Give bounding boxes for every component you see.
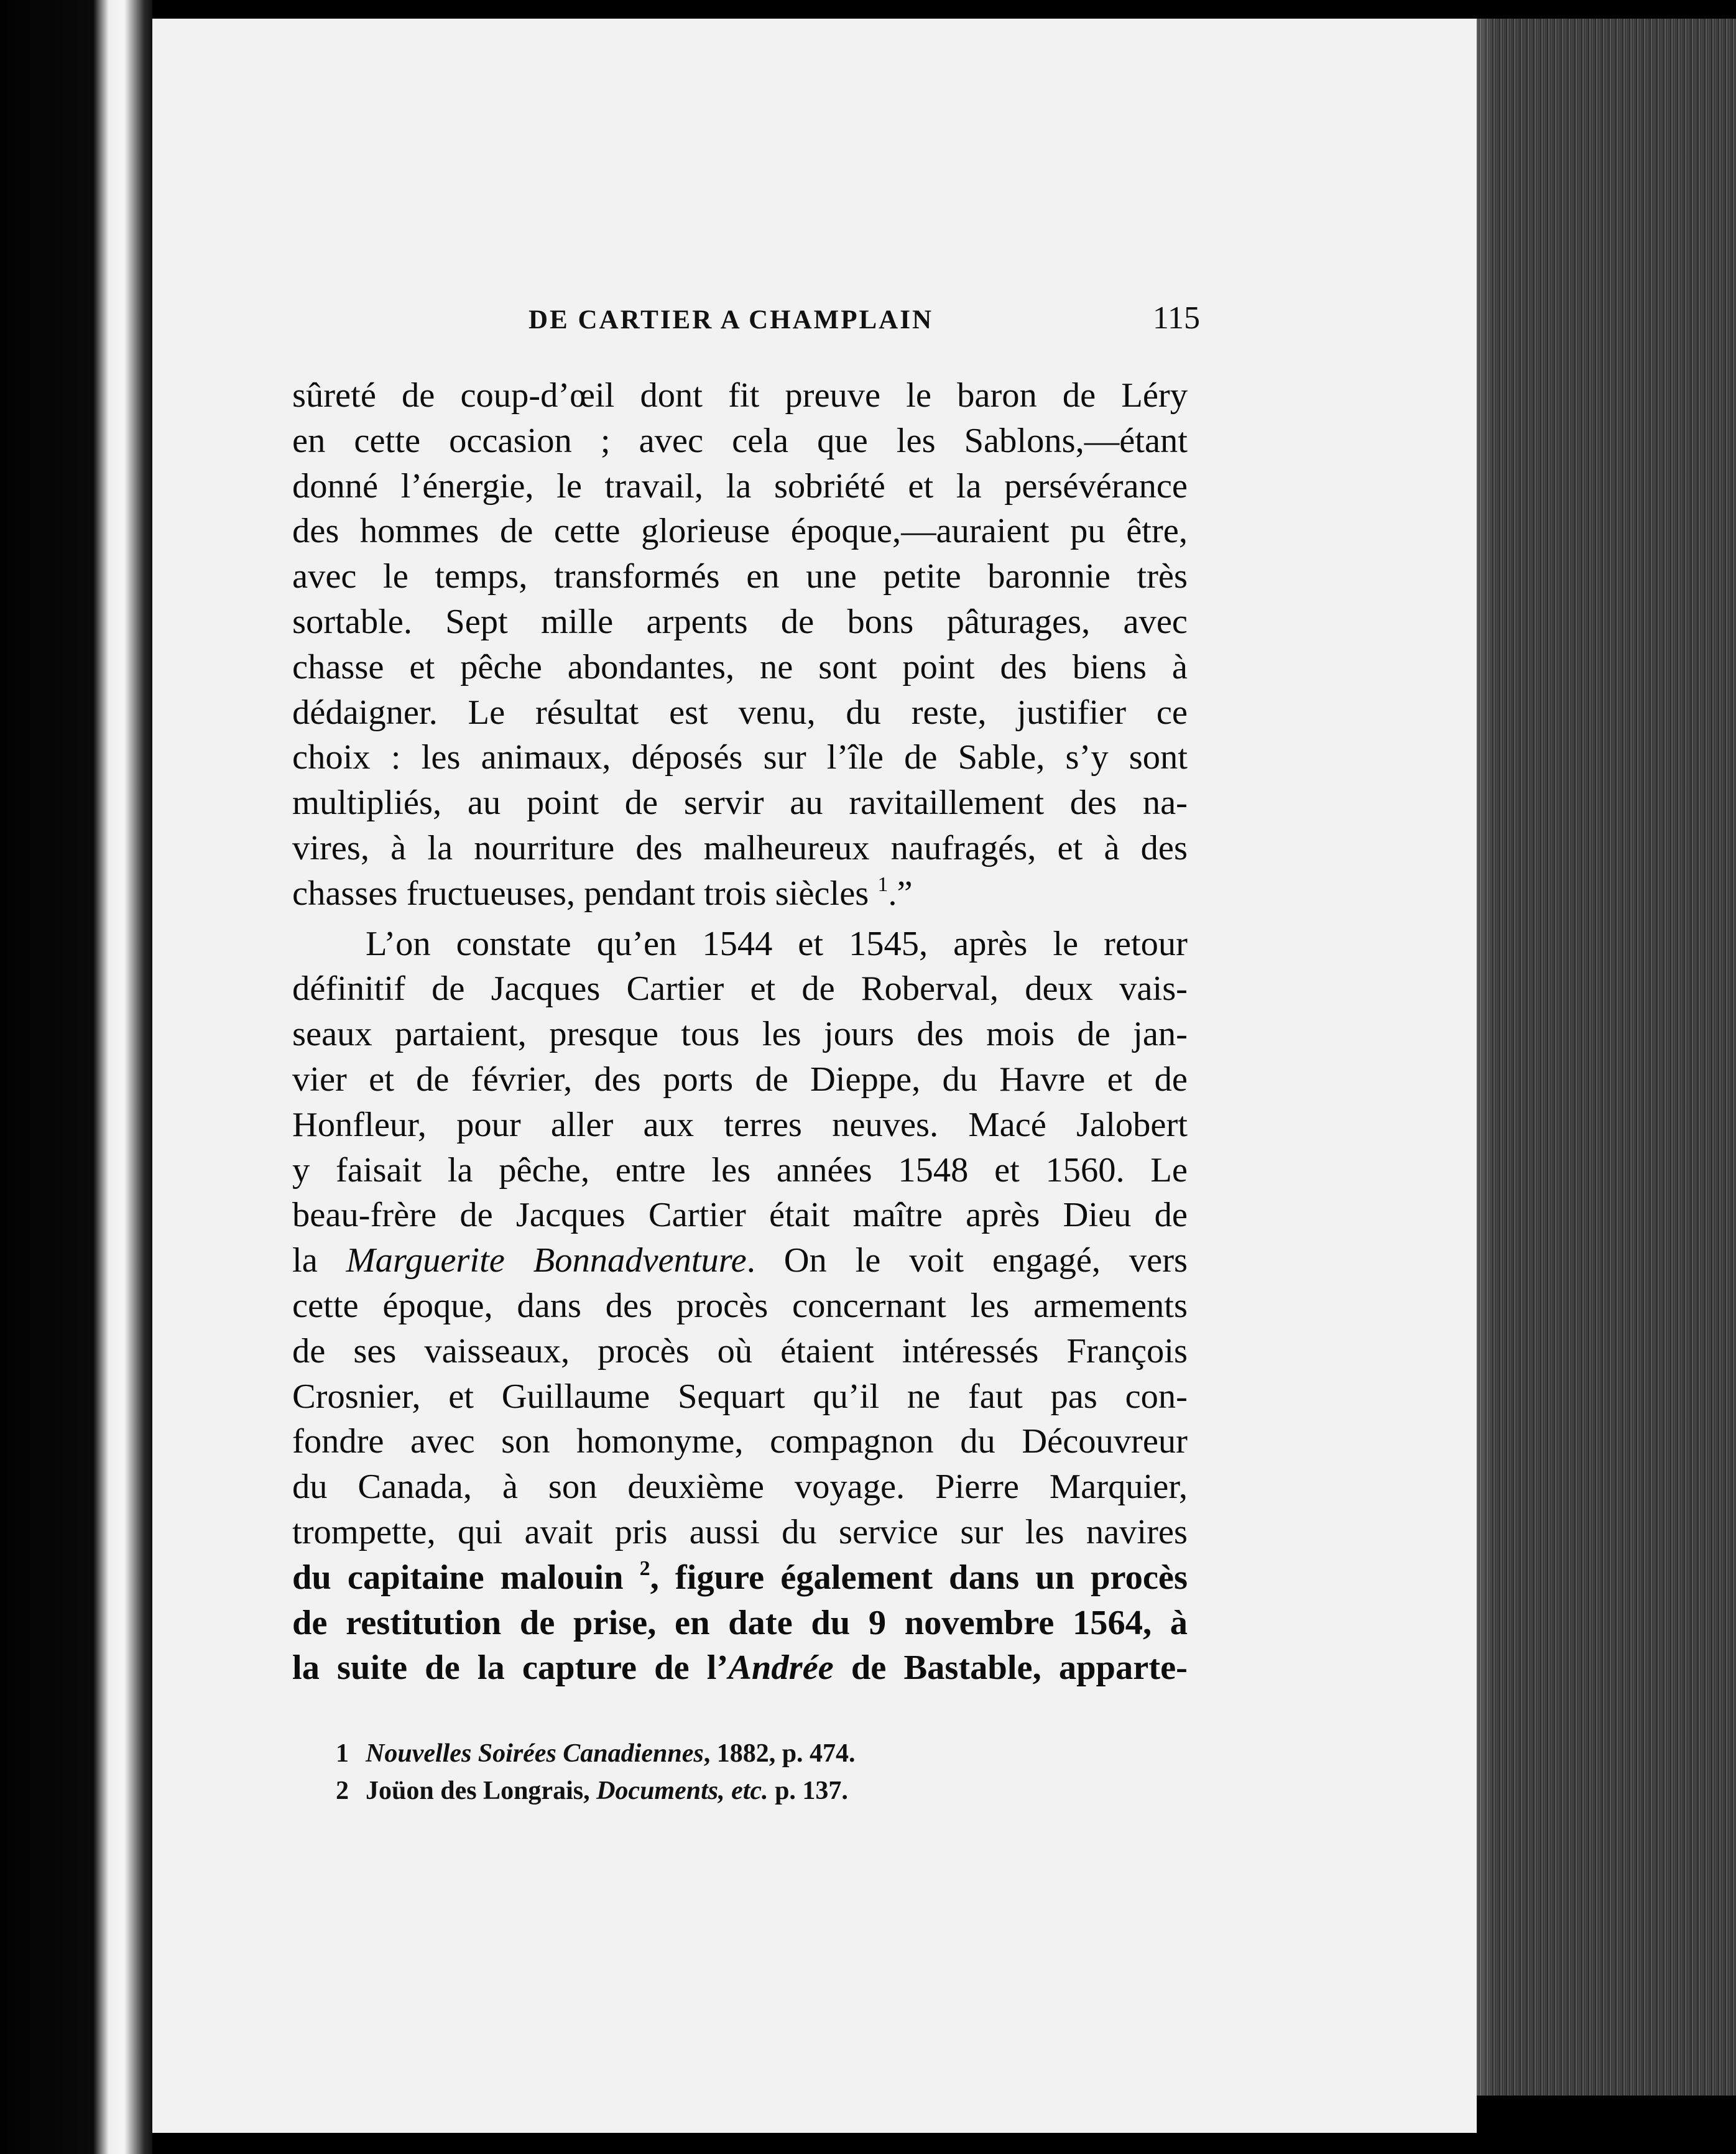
text-fragment: la suite de la capture de l’ [292, 1648, 729, 1688]
text-line [292, 871, 1188, 917]
text-fragment: , figure également dans un procès [650, 1558, 1188, 1597]
page-edge-shade [1477, 19, 1495, 2096]
text-line: L’on constate qu’en 1544 et 1545, après le retour [366, 924, 1188, 963]
text-line: avec le temps, transformés en une petite baronnie très [292, 557, 1188, 596]
footnote-ref-2: 2 [639, 1556, 650, 1580]
footnote-author: Joüon des Longrais, [366, 1777, 597, 1805]
previous-page-edge [0, 0, 152, 2154]
text-line [292, 1555, 1188, 1601]
ship-name: Marguerite Bonnadventure [346, 1241, 747, 1280]
text-fragment: de Bastable, apparte- [833, 1648, 1188, 1688]
running-head [292, 300, 1200, 343]
text-line: chasse et pêche abondantes, ne sont point des biens à [292, 647, 1188, 686]
footnotes [336, 1735, 958, 1810]
paragraph-gap [292, 917, 1188, 922]
footnote-number: 2 [336, 1777, 349, 1805]
text-fragment: . On le voit engagé, vers [746, 1241, 1188, 1280]
body-text [292, 373, 1188, 1691]
text-line: beau-frère de Jacques Cartier était maître après Dieu de [292, 1196, 1188, 1235]
text-line: dédaigner. Le résultat est venu, du reste, justifier ce [292, 693, 1188, 732]
text-line: de ses vaisseaux, procès où étaient intéressés François [292, 1331, 1188, 1371]
text-line: y faisait la pêche, entre les années 1548 et 1560. Le [292, 1150, 1188, 1190]
text-line: sûreté de coup-d’œil dont fit preuve le baron de Léry [292, 376, 1188, 415]
text-line: définitif de Jacques Cartier et de Roberval, deux vais- [292, 969, 1188, 1009]
text-fragment: .” [888, 874, 913, 913]
text-fragment: la [292, 1241, 346, 1280]
page-number: 115 [1152, 300, 1200, 336]
text-line [292, 1238, 1188, 1283]
text-fragment: chasses fructueuses, pendant trois siècles [292, 874, 878, 913]
text-line: cette époque, dans des procès concernant les armements [292, 1286, 1188, 1325]
text-line: multipliés, au point de servir au ravitaillement des na- [292, 783, 1188, 823]
text-line: vires, à la nourriture des malheureux naufragés, et à des [292, 828, 1188, 867]
text-line: des hommes de cette glorieuse époque,—auraient pu être, [292, 512, 1188, 551]
text-line: de restitution de prise, en date du 9 novembre 1564, à [292, 1603, 1188, 1642]
footnote-rest: p. 137. [768, 1777, 848, 1805]
ship-name: Andrée [728, 1648, 834, 1688]
text-line: choix : les animaux, déposés sur l’île de Sable, s’y sont [292, 738, 1188, 777]
footnote-ref-1: 1 [877, 872, 889, 896]
text-line: seaux partaient, presque tous les jours des mois de jan- [292, 1015, 1188, 1054]
text-line: vier et de février, des ports de Dieppe, du Havre et de [292, 1060, 1188, 1099]
footnote-rest: , 1882, p. 474. [703, 1739, 856, 1768]
running-title: DE CARTIER A CHAMPLAIN [529, 305, 934, 335]
footnote-1 [336, 1735, 958, 1772]
text-line: Honfleur, pour aller aux terres neuves. Macé Jalobert [292, 1105, 1188, 1144]
footnote-2 [336, 1772, 958, 1810]
page-block-edge [1477, 19, 1736, 2096]
text-line: sortable. Sept mille arpents de bons pâturages, avec [292, 602, 1188, 641]
footnote-title: Nouvelles Soirées Canadiennes [366, 1739, 704, 1768]
text-line: donné l’énergie, le travail, la sobriété et la persévérance [292, 466, 1188, 506]
text-line: trompette, qui avait pris aussi du service sur les navires [292, 1512, 1188, 1551]
footnote-number: 1 [336, 1739, 349, 1768]
footnote-title: Documents, etc. [596, 1777, 769, 1805]
text-fragment: du capitaine malouin [292, 1558, 640, 1597]
text-line: du Canada, à son deuxième voyage. Pierre Marquier, [292, 1468, 1188, 1507]
text-line: en cette occasion ; avec cela que les Sablons,—étant [292, 421, 1188, 460]
text-line: Crosnier, et Guillaume Sequart qu’il ne faut pas con- [292, 1377, 1188, 1416]
text-line [292, 1645, 1188, 1691]
text-line: fondre avec son homonyme, compagnon du Découvreur [292, 1422, 1188, 1461]
